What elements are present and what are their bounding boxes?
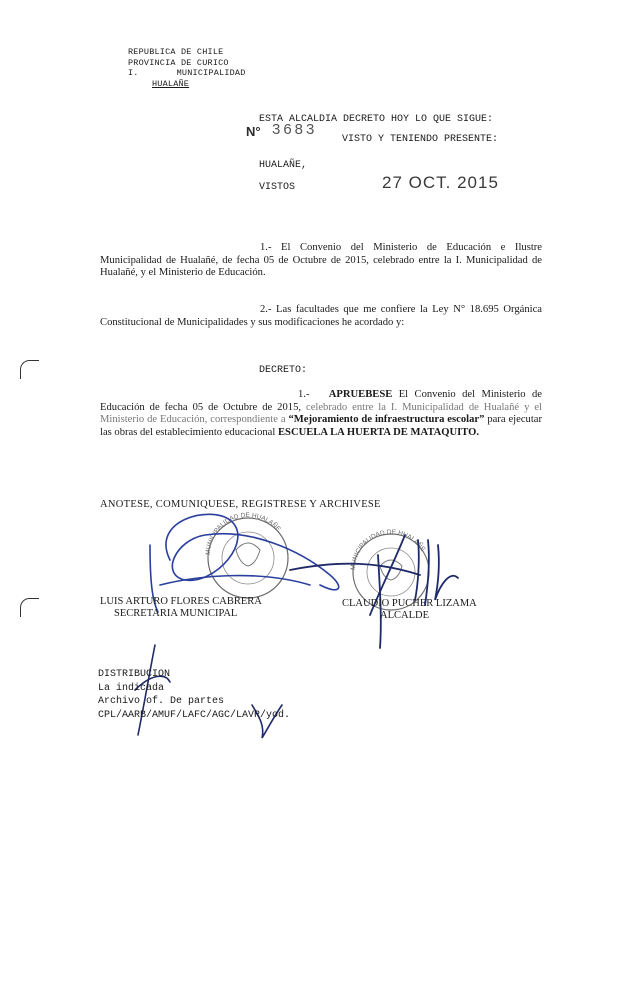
visto-line: VISTO Y TENIENDO PRESENTE: <box>342 134 499 145</box>
signer-left-title: SECRETARIA MUNICIPAL <box>114 608 238 619</box>
letterhead-municipality: I. MUNICIPALIDAD <box>128 68 246 78</box>
considerando-1: 1.- El Convenio del Ministerio de Educación e Ilustre Municipalidad de Hualañé, de fecha 05 de Octubre de 2015, celebrado entre la I. Municipalidad de Hualañé, y el Ministerio de Educación. <box>100 242 542 279</box>
distribution-line-1: La indicada <box>98 682 165 694</box>
closing-line: ANOTESE, COMUNIQUESE, REGISTRESE Y ARCHIVESE <box>100 499 381 510</box>
decree-number: 3683 <box>272 121 318 138</box>
distribution-line-3: CPL/AARB/AMUF/LAFC/AGC/LAVR/yod. <box>98 709 291 721</box>
signer-right-title: ALCALDE <box>380 610 429 621</box>
considerando-2: 2.- Las facultades que me confiere la Ley N° 18.695 Orgánica Constitucional de Municipalidades y sus modificaciones he acordado y: <box>100 304 542 328</box>
letterhead-country: REPUBLICA DE CHILE <box>128 47 224 57</box>
signer-right-name: CLAUDIO PUCHER LIZAMA <box>342 598 477 609</box>
signer-left-name: LUIS ARTURO FLORES CABRERA <box>100 596 262 607</box>
date-stamp: 27 OCT. 2015 <box>382 173 499 192</box>
decreto-item-1: 1.- APRUEBESE El Convenio del Ministerio de Educación de fecha 05 de Octubre de 2015, celebrado entre la I. Municipalidad de Hualañé y el Ministerio de Educación, correspondiente a “Mejoramiento de infraestructura escolar” para ejecutar las obras del establecimiento educacional ESCUELA LA HUERTA DE MATAQUITO. <box>100 389 542 438</box>
distribution-title: DISTRIBUCION <box>98 669 171 680</box>
decree-number-prefix: N° <box>246 124 261 139</box>
letterhead-commune: HUALAÑE <box>152 78 190 89</box>
distribution-line-2: Archivo of. De partes <box>98 696 225 707</box>
distribution-block <box>98 668 290 722</box>
seal-right-text: MUNICIPALIDAD DE HUALAÑE <box>349 528 427 571</box>
letterhead-province: PROVINCIA DE CURICO <box>128 57 229 68</box>
alcaldia-line: ESTA ALCALDIA DECRETO HOY LO QUE SIGUE: <box>259 114 494 125</box>
place-line: HUALAÑE, <box>259 160 308 171</box>
decreto-heading: DECRETO: <box>259 365 308 376</box>
signature-alcalde <box>290 535 458 648</box>
vistos-label: VISTOS <box>259 182 296 193</box>
seal-left-text: MUNICIPALIDAD DE HUALAÑE <box>204 511 282 556</box>
municipal-seal-left <box>205 512 288 598</box>
